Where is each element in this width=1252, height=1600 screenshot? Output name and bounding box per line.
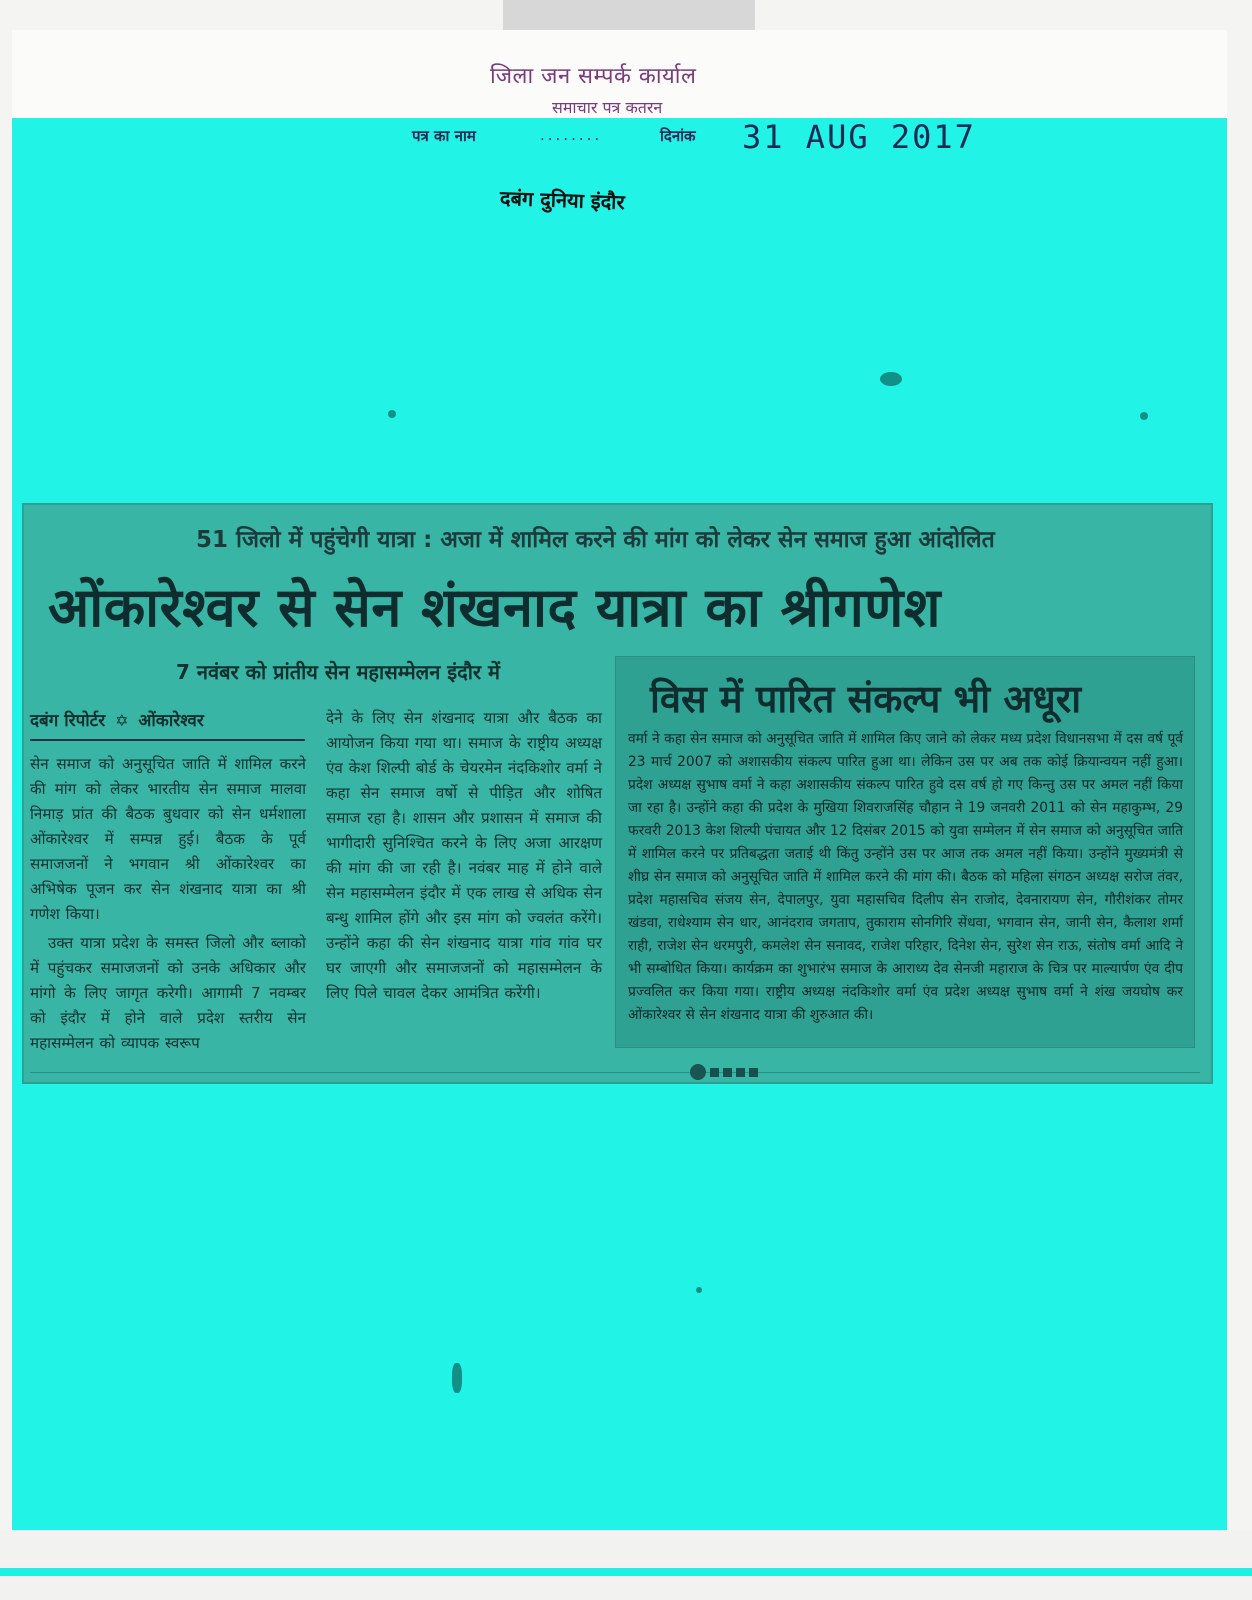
stamp-date: 31 AUG 2017 — [742, 118, 976, 156]
article-byline — [30, 708, 305, 741]
scanner-top-tab — [503, 0, 755, 31]
article-end-marker — [690, 1064, 758, 1080]
end-marker-dot — [690, 1064, 706, 1080]
article-headline: ओंकारेश्वर से सेन शंखनाद यात्रा का श्रीगणेश — [48, 576, 942, 639]
scanner-bottom-strip — [0, 1530, 1252, 1600]
end-marker-square — [723, 1068, 732, 1077]
scan-speck — [1140, 412, 1148, 420]
stamp-paper-label: पत्र का नाम — [412, 127, 476, 145]
article-end-rule — [30, 1072, 1200, 1073]
stamp-office-name: जिला जन सम्पर्क कार्याल — [490, 64, 697, 89]
scan-speck — [880, 372, 902, 386]
sidebar-box-title: विस में पारित संकल्प भी अधूरा — [650, 677, 1082, 721]
byline-reporter: दबंग रिपोर्टर — [30, 711, 106, 731]
end-marker-square — [710, 1068, 719, 1077]
scan-speck — [696, 1287, 702, 1293]
stamp-date-label: दिनांक — [660, 127, 696, 145]
sidebar-box-body: वर्मा ने कहा सेन समाज को अनुसूचित जाति में शामिल किए जाने को लेकर मध्य प्रदेश विधानसभा में दस वर्ष पूर्व 23 मार्च 2007 को अशासकीय संकल्प पारित हुआ था। लेकिन उस पर अब तक कोई क्रियान्वयन नहीं हुआ। प्रदेश अध्यक्ष सुभाष वर्मा ने कहा अशासकीय संकल्प पारित हुवे दस वर्ष हो गए किन्तु उस पर अमल नहीं किया जा रहा है। उन्होंने कहा की प्रदेश के मुखिया शिवराजसिंह चौहान ने 19 जनवरी 2011 को सेन महाकुम्भ, 29 फरवरी 2013 केश शिल्पी पंचायत और 12 दिसंबर 2015 को युवा सम्मेलन में सेन समाज को अनुसूचित जाति में शामिल करने पर प्रतिबद्धता जताई थी किंतु उन्होंने उस पर आज तक अमल नहीं किया। उन्होंने मुख्यमंत्री से शीघ्र सेन समाज को अनुसूचित जाति में शामिल करने की मांग की। बैठक को महिला संगठन अध्यक्ष सरोज तंवर, प्रदेश महासचिव संजय सेन, देपालपुर, युवा महासचिव दिलीप सेन राजोद, देवनारायण सेन, गौरीशंकर तोमर खंडवा, राधेश्याम सेन धार, आनंदराव जगताप, तुकाराम सोनगिरि सेंधवा, भगवान सेन, जानी सेन, कैलाश शर्मा राही, राजेश सेन धरमपुरी, कमलेश सेन सनावद, राजेश परिहार, दिनेश सेन, सुरेश सेन राऊ, संतोष वर्मा आदि ने भी सम्बोधित किया। कार्यक्रम का शुभारंभ समाज के आराध्य देव सेनजी महाराज के चित्र पर माल्यार्पण एंव दीप प्रज्वलित कर किया गया। राष्ट्रीय अध्यक्ष नंदकिशोर वर्मा एंव प्रदेश अध्यक्ष सुभाष वर्मा ने शंख जयघोष कर ओंकारेश्वर से सेन शंखनाद यात्रा की शुरुआत की। — [628, 731, 1183, 1023]
scan-speck — [388, 410, 396, 418]
scan-speck — [452, 1363, 462, 1393]
article-column-1 — [30, 752, 306, 1056]
end-marker-square — [736, 1068, 745, 1077]
byline-place: ओंकारेश्वर — [138, 711, 204, 731]
article-paragraph: उक्त यात्रा प्रदेश के समस्त जिलो और ब्लाको में पहुंचकर समाजजनों को उनके अधिकार और मांगो के लिए जागृत करेगी। आगामी 7 नवम्बर को इंदौर में होने वाले प्रदेश स्तरीय सेन महासम्मेलन को व्यापक स्वरूप — [30, 934, 306, 1052]
newspaper-name: दबंग दुनिया इंदौर — [499, 185, 626, 215]
star-icon: ✡ — [115, 711, 129, 730]
article-column-2: देने के लिए सेन शंखनाद यात्रा और बैठक का आयोजन किया गया था। समाज के राष्ट्रीय अध्यक्ष एंव केश शिल्पी बोर्ड के चेयरमेन नंदकिशोर वर्मा ने कहा सेन समाज वर्षो से पीड़ित और शोषित समाज रहा है। शासन और प्रशासन में समाज की भागीदारी सुनिश्चित करने के लिए अजा आरक्षण की मांग की जा रही है। नवंबर माह में होने वाले सेन महासम्मेलन इंदौर में एक लाख से अधिक सेन बन्धु शामिल होंगे और इस मांग को ज्वलंत करेंगे। उन्होंने कहा की सेन शंखनाद यात्रा गांव गांव घर घर जाएगी और समाजजनों को महासम्मेलन के लिए पिले चावल देकर आमंत्रित करेंगी। — [326, 709, 602, 1002]
stamp-paper-blank: ........ — [540, 126, 603, 144]
end-marker-square — [749, 1068, 758, 1077]
bottom-cyan-line — [0, 1568, 1252, 1576]
article-subhead: 7 नवंबर को प्रांतीय सेन महासम्मेलन इंदौर में — [176, 660, 501, 684]
stamp-clipping-label: समाचार पत्र कतरन — [552, 98, 663, 117]
article-paragraph: सेन समाज को अनुसूचित जाति में शामिल करने की मांग को लेकर भारतीय सेन समाज मालवा निमाड़ प्रांत की बैठक बुधवार को सेन धर्मशाला ओंकारेश्वर में सम्पन्न हुई। बैठक के पूर्व समाजजनों ने भगवान श्री ओंकारेश्वर का अभिषेक पूजन कर सेन शंखनाद यात्रा का श्री गणेश किया। — [30, 755, 306, 923]
article-kicker: 51 जिलो में पहुंचेगी यात्रा : अजा में शामिल करने की मांग को लेकर सेन समाज हुआ आंदोलित — [196, 527, 995, 553]
